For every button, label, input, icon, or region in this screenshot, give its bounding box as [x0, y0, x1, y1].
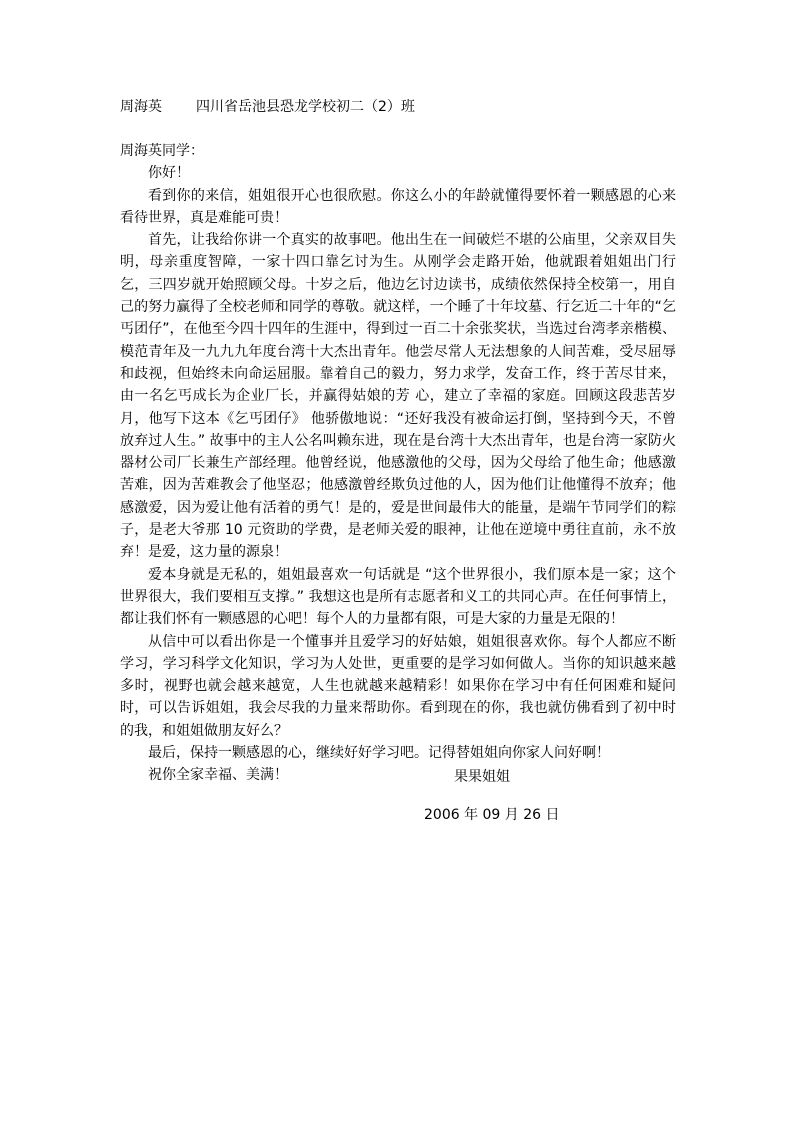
- closing-wish: 祝你全家幸福、美满！: [148, 767, 288, 784]
- paragraph-1: 看到你的来信，姐姐很开心也很欣慰。你这么小的年龄就懂得要怀着一颗感恩的心来看待世界，真是难能可贵！: [120, 187, 676, 226]
- letter-header: [120, 96, 676, 118]
- paragraph-4: 从信中可以看出你是一个懂事并且爱学习的好姑娘，姐姐很喜欢你。每个人都应不断学习，学习科学文化知识，学习为人处世，更重要的是学习如何做人。当你的知识越来越多时，视野也就会越来越宽，人生也就越来越精彩！如果你在学习中有任何困难和疑问时，可以告诉姐姐，我会尽我的力量来帮助你。看到现在的你，我也就仿佛看到了初中时的我，和姐姐做朋友好么？: [120, 633, 676, 739]
- recipient-name: 周海英: [120, 99, 162, 115]
- paragraph-3: 爱本身就是无私的，姐姐最喜欢一句话就是 “这个世界很小，我们原本是一家；这个世界很大，我们要相互支撑。” 我想这也是所有志愿者和义工的共同心声。在任何事情上，都让我们怀有一颗感恩的心吧！每个人的力量都有限，可是大家的力量是无限的！: [120, 566, 676, 628]
- paragraph-5: 最后，保持一颗感恩的心，继续好好学习吧。记得替姐姐向你家人问好啊！: [148, 745, 610, 762]
- recipient-school: 四川省岳池县恐龙学校初二（2）班: [196, 99, 415, 115]
- letter-body: [120, 96, 676, 787]
- paragraph-2: 首先，让我给你讲一个真实的故事吧。他出生在一间破烂不堪的公庙里，父亲双目失明，母亲重度智障，一家十四口靠乞讨为生。从刚学会走路开始，他就跟着姐姐出门行乞，三四岁就开始照顾父母。十岁之后，他边乞讨边读书，成绩依然保持全校第一，用自己的努力赢得了全校老师和同学的尊敬。就这样，一个睡了十年坟墓、行乞近二十年的“乞丐团仔”，在他至今四十四年的生涯中，得到过一百二十余张奖状，当选过台湾孝亲楷模、模范青年及一九九九年度台湾十大杰出青年。他尝尽常人无法想象的人间苦难，受尽屈辱和歧视，但始终未向命运屈服。靠着自己的毅力，努力求学，发奋工作，终于苦尽甘来，由一名乞丐成长为企业厂长，并赢得姑娘的芳 心，建立了幸福的家庭。回顾这段悲苦岁月，他写下这本《乞丐团仔》 他骄傲地说：“还好我没有被命运打倒，坚持到今天，不曾放弃过人生。” 故事中的主人公名叫赖东进，现在是台湾十大杰出青年，也是台湾一家防火器材公司厂长兼生产部经理。他曾经说，他感激他的父母，因为父母给了他生命；他感激苦难，因为苦难教会了他坚忍；他感激曾经欺负过他的人，因为他们让他懂得不放弃；他感激爱，因为爱让他有活着的勇气！是的，爱是世间最伟大的能量，是端午节同学们的粽子，是老大爷那 10 元资助的学费，是老师关爱的眼神，让他在逆境中勇往直前，永不放弃！是爱，这力量的源泉！: [120, 232, 676, 561]
- letter-date: 2006 年 09 月 26 日: [424, 807, 560, 823]
- greeting: 你好！: [148, 165, 190, 182]
- salutation: 周海英同学：: [120, 143, 204, 159]
- signature: 果果姐姐: [454, 769, 510, 785]
